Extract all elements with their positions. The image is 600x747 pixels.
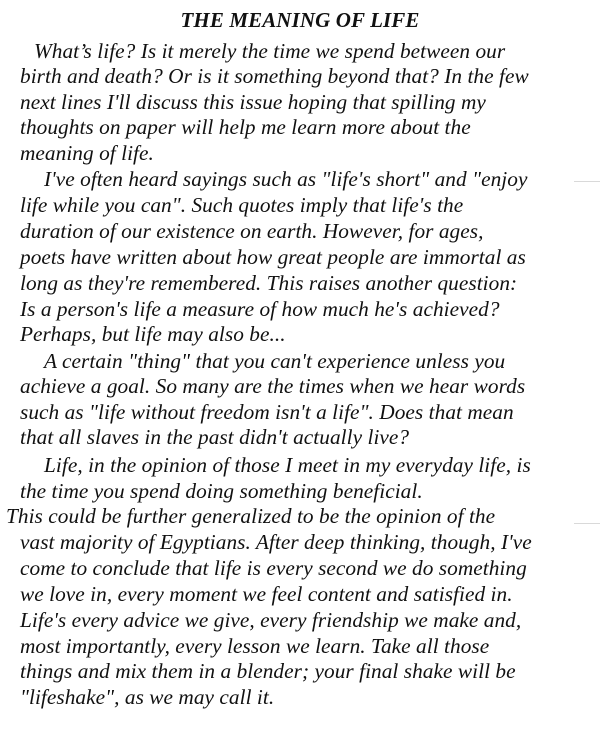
text-line: poets have written about how great people are immortal as: [20, 245, 526, 269]
scan-mark: [574, 523, 600, 524]
text-line: achieve a goal. So many are the times when we hear words: [20, 374, 526, 398]
text-line: come to conclude that life is every second we do something: [20, 556, 527, 580]
text-line: A certain "thing" that you can't experience unless you: [44, 349, 506, 373]
text-line: Is a person's life a measure of how much he's achieved?: [20, 297, 500, 321]
text-line: Life's every advice we give, every friendship we make and,: [20, 608, 522, 632]
document-title: THE MEANING OF LIFE: [180, 8, 420, 32]
text-line: things and mix them in a blender; your final shake will be: [20, 659, 516, 683]
text-line: most importantly, every lesson we learn. Take all those: [20, 634, 490, 658]
text-line: "lifeshake", as we may call it.: [20, 685, 275, 709]
text-line: What’s life? Is it merely the time we spend between our: [34, 39, 506, 63]
text-line: birth and death? Or is it something beyond that? In the few: [20, 64, 529, 88]
text-line: the time you spend doing something beneficial.: [20, 479, 423, 503]
text-line: that all slaves in the past didn't actually live?: [20, 425, 410, 449]
text-line: meaning of life.: [20, 141, 154, 165]
text-line: Perhaps, but life may also be...: [20, 322, 286, 346]
text-line: I've often heard sayings such as "life's short" and "enjoy: [44, 167, 528, 191]
text-line: This could be further generalized to be the opinion of the: [6, 504, 496, 528]
text-line: such as "life without freedom isn't a life". Does that mean: [20, 400, 514, 424]
text-line: we love in, every moment we feel content and satisfied in.: [20, 582, 513, 606]
text-line: duration of our existence on earth. However, for ages,: [20, 219, 484, 243]
scan-mark: [574, 181, 600, 182]
text-line: long as they're remembered. This raises another question:: [20, 271, 518, 295]
text-line: next lines I'll discuss this issue hoping that spilling my: [20, 90, 486, 114]
text-line: vast majority of Egyptians. After deep thinking, though, I've: [20, 530, 532, 554]
text-line: life while you can". Such quotes imply that life's the: [20, 193, 464, 217]
text-line: Life, in the opinion of those I meet in my everyday life, is: [44, 453, 531, 477]
text-line: thoughts on paper will help me learn more about the: [20, 115, 471, 139]
